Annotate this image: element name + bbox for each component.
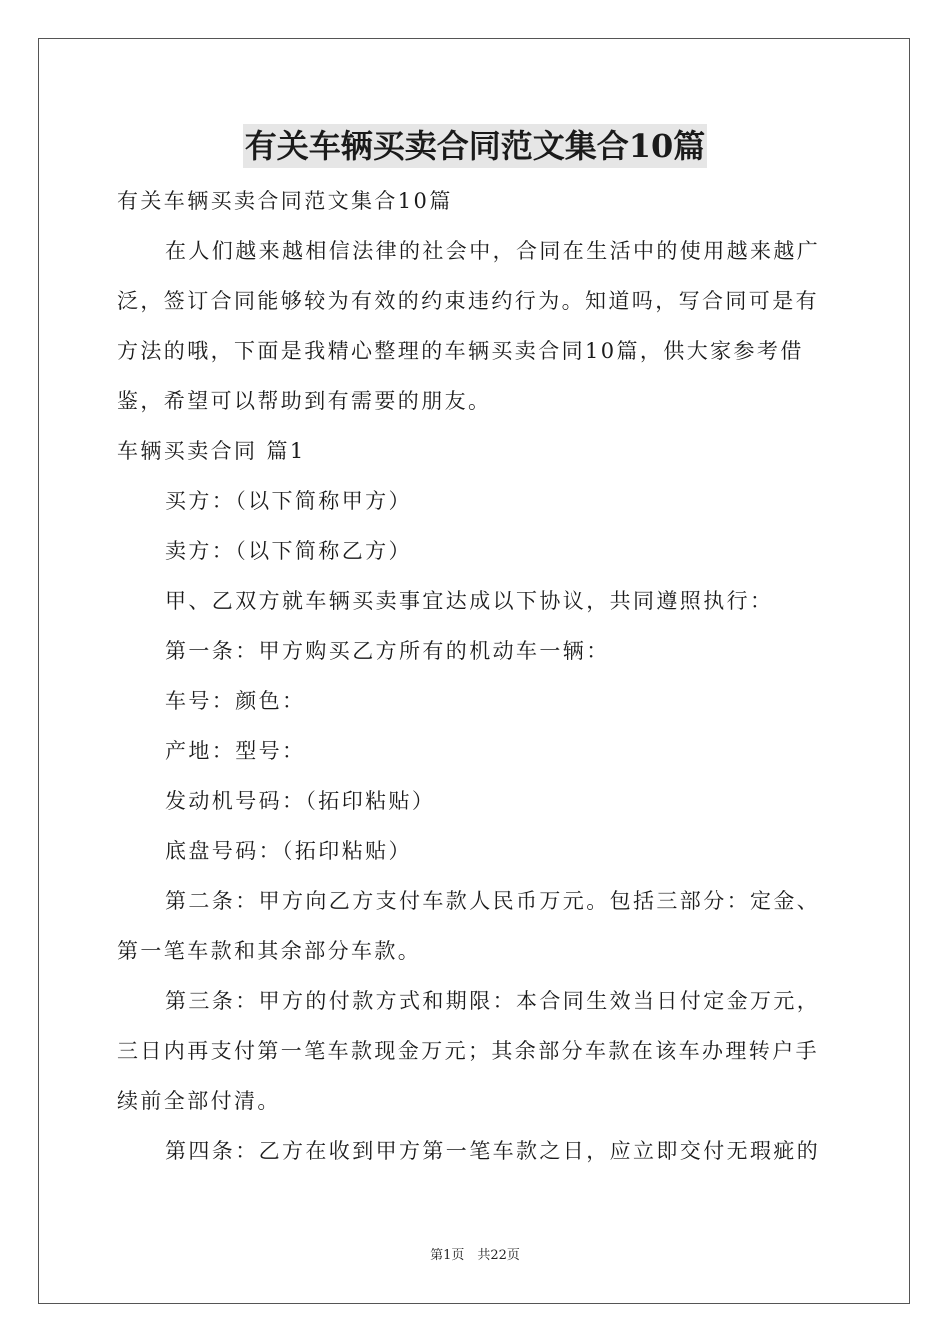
- section-heading: 车辆买卖合同 篇1: [117, 439, 306, 463]
- paragraph: 第一条：甲方购买乙方所有的机动车一辆：: [165, 639, 610, 663]
- paragraph: 第二条：甲方向乙方支付车款人民币万元。包括三部分：定金、第一笔车款和其余部分车款。: [117, 889, 821, 963]
- paragraph: 第三条：甲方的付款方式和期限：本合同生效当日付定金万元，三日内再支付第一笔车款现金万元；其余部分车款在该车办理转户手续前全部付清。: [117, 989, 821, 1113]
- document-subtitle: 有关车辆买卖合同范文集合10篇: [117, 189, 453, 213]
- page-footer: [0, 1247, 950, 1265]
- document-title-text: 有关车辆买卖合同范文集合10篇: [243, 124, 708, 168]
- paragraph: 在人们越来越相信法律的社会中，合同在生活中的使用越来越广泛，签订合同能够较为有效的约束违约行为。知道吗，写合同可是有方法的哦，下面是我精心整理的车辆买卖合同10篇，供大家参考借鉴，希望可以帮助到有需要的朋友。: [117, 239, 821, 413]
- paragraph: 卖方：（以下简称乙方）: [165, 539, 412, 563]
- paragraph: 车号：颜色：: [165, 689, 306, 713]
- paragraph: 发动机号码：（拓印粘贴）: [165, 789, 436, 813]
- paragraph: 底盘号码：（拓印粘贴）: [165, 839, 412, 863]
- document-body: [117, 176, 835, 1176]
- paragraph: 产地：型号：: [165, 739, 306, 763]
- paragraph: 第四条：乙方在收到甲方第一笔车款之日，应立即交付无瑕疵的: [165, 1139, 821, 1163]
- document-title: [0, 124, 950, 168]
- paragraph: 甲、乙双方就车辆买卖事宜达成以下协议，共同遵照执行：: [165, 589, 774, 613]
- paragraph: 买方：（以下简称甲方）: [165, 489, 412, 513]
- page-number: 第1页 共22页: [430, 1248, 520, 1263]
